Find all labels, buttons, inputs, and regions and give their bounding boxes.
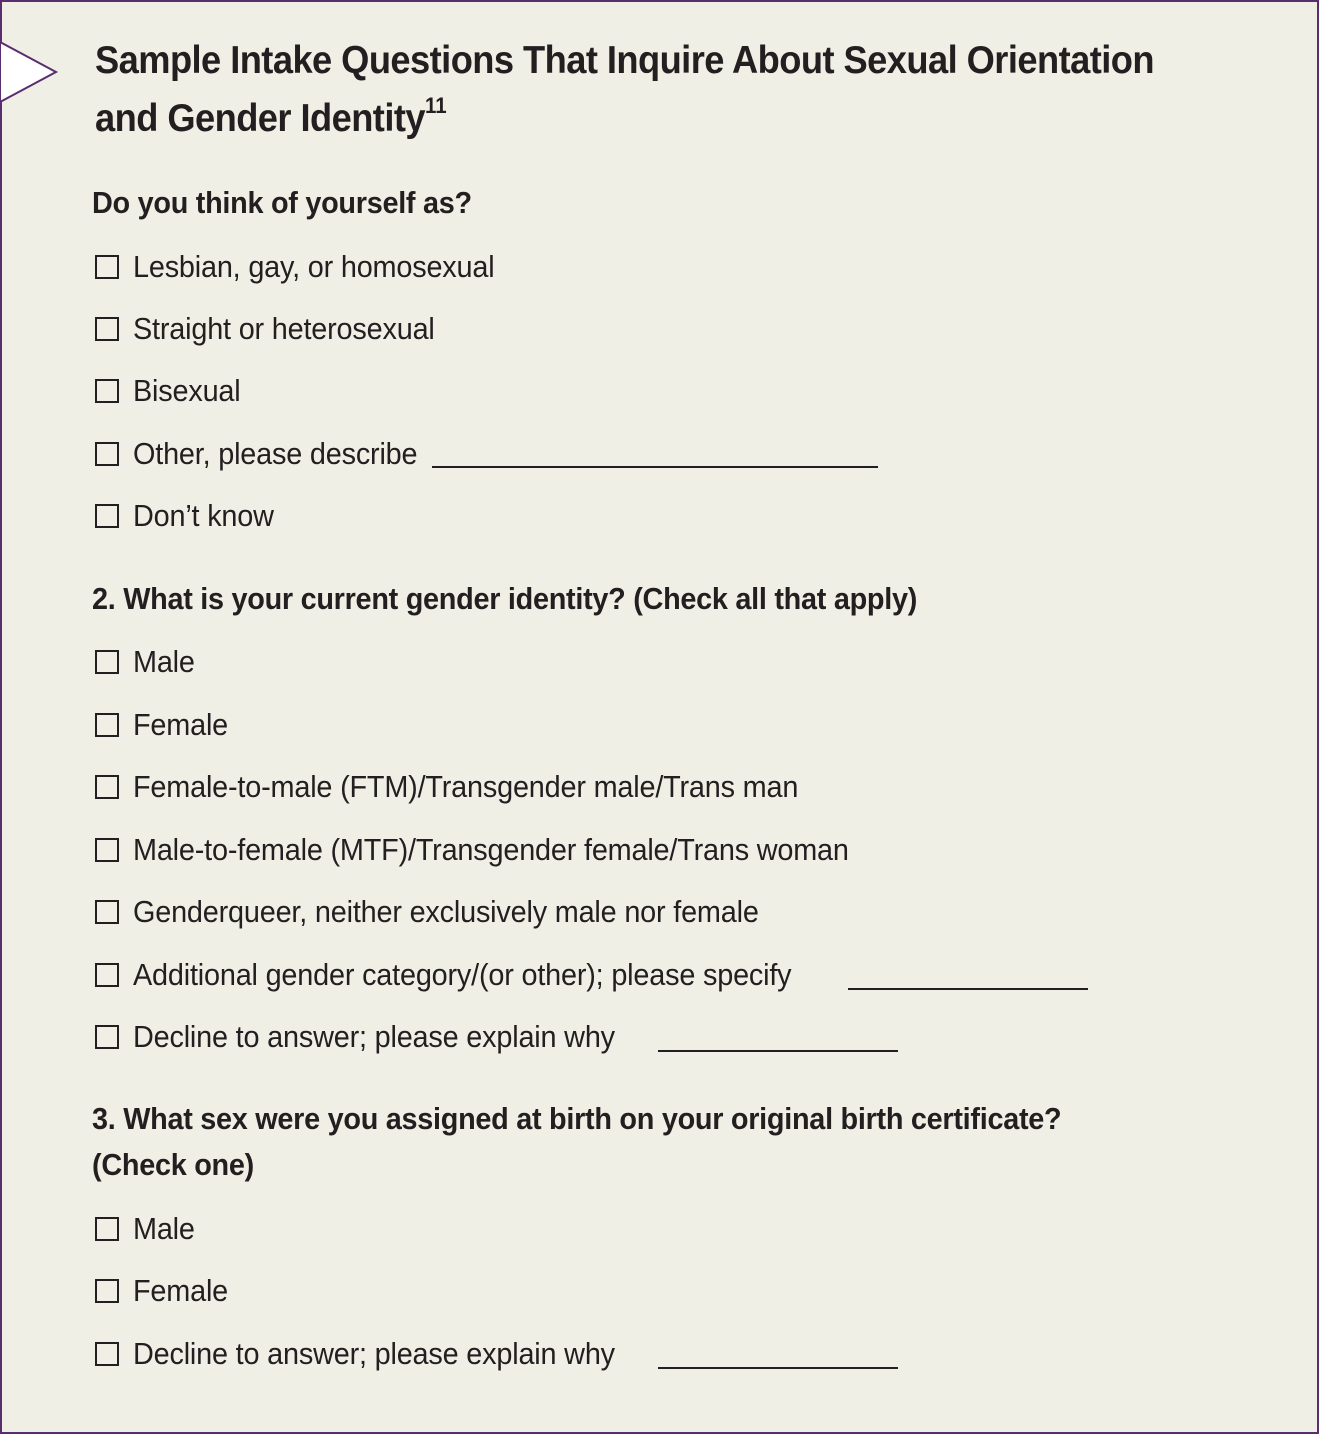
option-label: Female [133,1273,229,1308]
checkbox[interactable] [95,713,119,737]
q1-option-lesbian-gay[interactable] [92,247,522,287]
question-2-heading: 2. What is your current gender identity? (Check all that apply) [92,581,918,616]
panel-title-text: Sample Intake Questions That Inquire About Sexual Orientation and Gender Identity [95,39,1154,140]
option-label: Don’t know [133,498,274,533]
question-1-heading: Do you think of yourself as? [92,185,472,220]
checkbox[interactable] [95,442,119,466]
question-3-line2: (Check one) [92,1147,254,1182]
checkbox[interactable] [95,963,119,987]
checkbox[interactable] [95,838,119,862]
checkbox[interactable] [95,379,119,403]
q1-option-straight[interactable] [92,309,457,349]
option-label: Male-to-female (MTF)/Transgender female/Trans woman [133,832,849,867]
q2-decline-explain-field[interactable] [658,1050,898,1052]
q3-option-male[interactable] [92,1209,199,1249]
q2-option-female[interactable] [92,705,235,745]
checkbox[interactable] [95,1342,119,1366]
q1-option-other[interactable] [92,434,439,474]
q2-option-genderqueer[interactable] [92,892,806,932]
q2-option-decline[interactable] [92,1017,651,1057]
checkbox[interactable] [95,255,119,279]
option-label: Lesbian, gay, or homosexual [133,249,495,284]
checkbox[interactable] [95,650,119,674]
option-label: Decline to answer; please explain why [133,1019,615,1054]
option-label: Decline to answer; please explain why [133,1336,615,1371]
q1-other-describe-field[interactable] [432,466,878,468]
checkbox[interactable] [95,1025,119,1049]
checkbox[interactable] [95,775,119,799]
q1-option-bisexual[interactable] [92,371,249,411]
option-label: Male [133,1211,195,1246]
option-label: Female-to-male (FTM)/Transgender male/Trans man [133,769,799,804]
checkbox[interactable] [95,900,119,924]
checkbox[interactable] [95,317,119,341]
q3-decline-explain-field[interactable] [658,1367,898,1369]
option-label: Bisexual [133,373,241,408]
panel-title [95,32,1192,148]
q1-option-dont-know[interactable] [92,496,284,536]
q3-option-decline[interactable] [92,1334,651,1374]
q2-additional-specify-field[interactable] [848,988,1088,990]
question-3-heading [92,1096,1061,1188]
option-label: Genderqueer, neither exclusively male nor female [133,894,759,929]
checkbox[interactable] [95,504,119,528]
checkbox[interactable] [95,1217,119,1241]
pointer-tab-icon [0,42,60,102]
option-label: Other, please describe [133,436,418,471]
title-footnote-ref: 11 [424,93,447,118]
q2-option-male[interactable] [92,642,199,682]
option-label: Additional gender category/(or other); please specify [133,957,792,992]
q2-option-mtf[interactable] [92,830,903,870]
checkbox[interactable] [95,1279,119,1303]
question-3-line1: 3. What sex were you assigned at birth on your original birth certificate? [92,1101,1062,1136]
option-label: Female [133,707,229,742]
q2-option-ftm[interactable] [92,767,848,807]
option-label: Male [133,644,195,679]
q2-option-additional[interactable] [92,955,841,995]
q3-option-female[interactable] [92,1271,235,1311]
option-label: Straight or heterosexual [133,311,435,346]
